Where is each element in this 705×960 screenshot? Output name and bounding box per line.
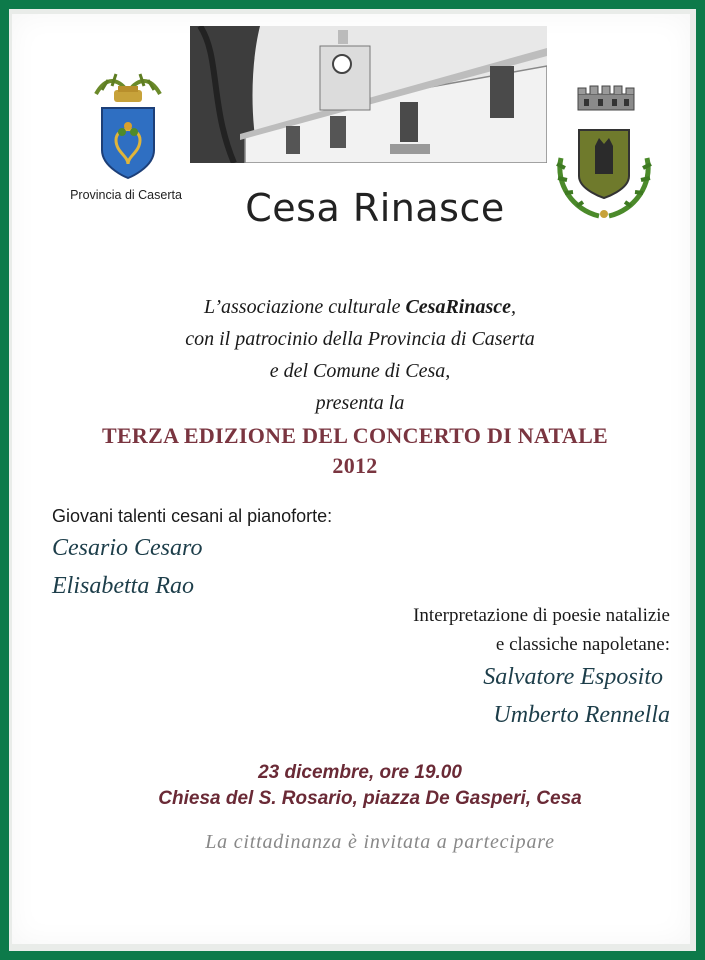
poetry-label-2: e classiche napoletane: [495, 634, 670, 655]
poetry-label-1: Interpretazione di poesie natalizie [413, 605, 670, 626]
piano-performer-1: Cesario Cesaro [52, 535, 203, 561]
province-label: Provincia di Caserta [70, 188, 182, 202]
poetry-performer-1: Salvatore Esposito [483, 664, 663, 690]
intro-prefix: L’associazione culturale [203, 296, 406, 318]
intro-line-4: presenta la [315, 392, 405, 414]
intro-line-1 [60, 296, 660, 319]
comune-crown-icon [572, 84, 640, 114]
headline-line-1: TERZA EDIZIONE DEL CONCERTO DI NATALE [101, 423, 609, 448]
town-hall-photo [190, 26, 547, 163]
intro-line-3: e del Comune di Cesa, [269, 360, 451, 382]
province-crown-icon [92, 68, 164, 106]
piano-performer-2: Elisabetta Rao [52, 573, 194, 599]
province-shield-icon [100, 106, 156, 180]
association-name: CesaRinasce [405, 296, 512, 318]
poetry-performer-2: Umberto Rennella [493, 702, 670, 728]
comune-shield-icon [553, 124, 655, 224]
event-location: Chiesa del S. Rosario, piazza De Gasperi, Cesa [158, 788, 582, 809]
invite-text: La cittadinanza è invitata a partecipare [205, 831, 555, 853]
event-datetime: 23 dicembre, ore 19.00 [258, 762, 462, 783]
intro-line-2: con il patrocinio della Provincia di Caserta [185, 328, 535, 350]
intro-suffix: , [511, 296, 517, 318]
piano-label: Giovani talenti cesani al pianoforte: [52, 506, 333, 526]
poster-title: Cesa Rinasce [245, 186, 505, 230]
headline-year: 2012 [332, 453, 378, 478]
